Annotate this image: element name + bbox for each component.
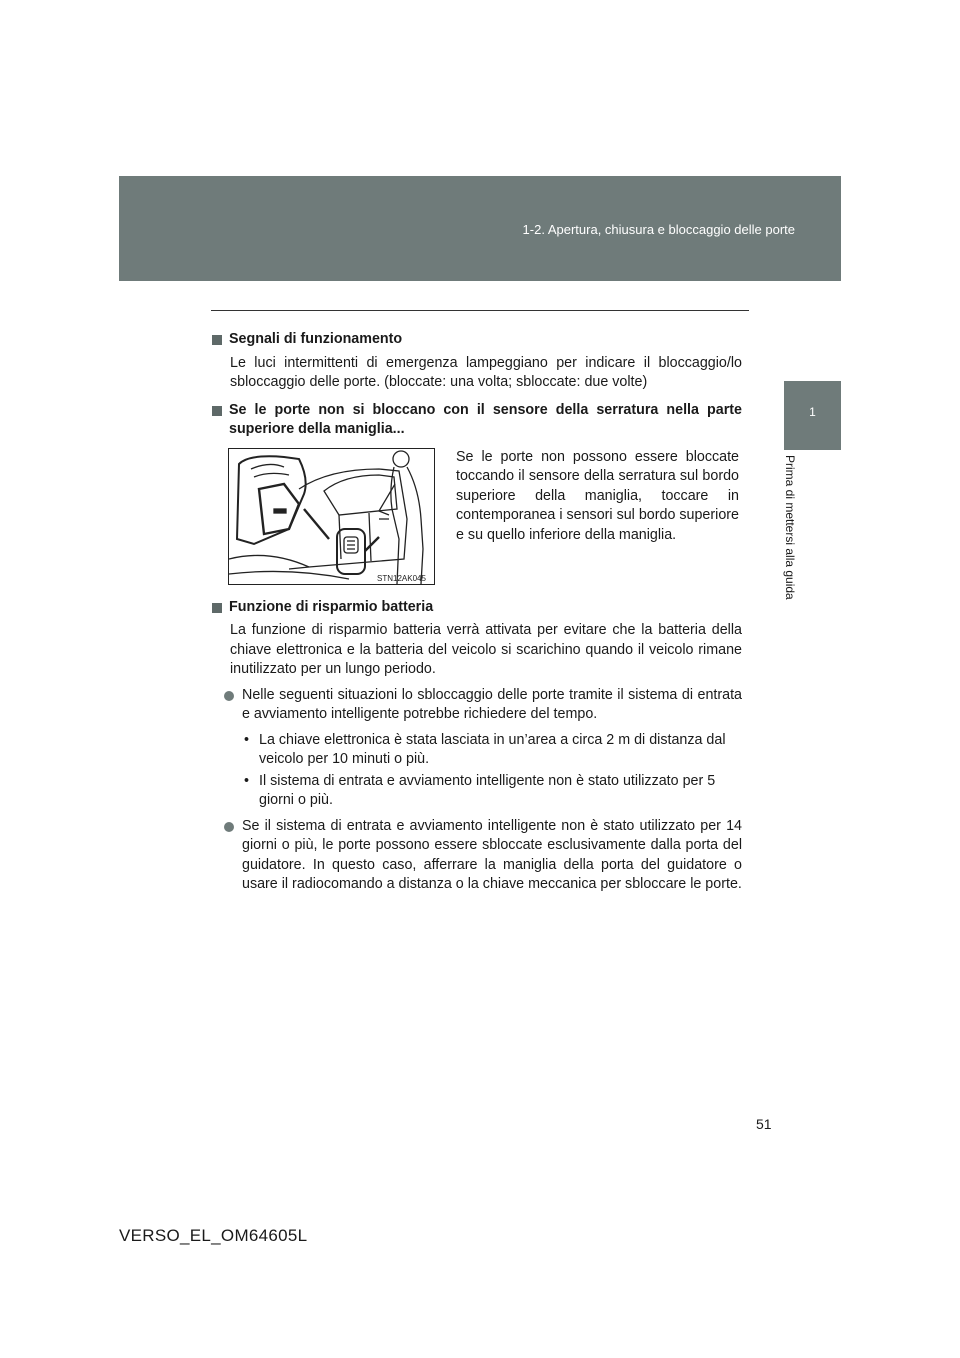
section-title: 1-2. Apertura, chiusura e bloccaggio delle porte <box>522 222 795 237</box>
battery-text: La funzione di risparmio batteria verrà attivata per evitare che la batteria della chiave elettronica e la batteria del veicolo si scarichino quando il veicolo rimane inutilizzato per un lungo periodo. <box>230 622 742 677</box>
chapter-title: Prima di mettersi alla guida <box>783 455 797 600</box>
chapter-number: 1 <box>809 405 816 419</box>
chapter-tab <box>784 381 841 450</box>
car-door-sensor-illustration <box>229 449 434 584</box>
top-rule <box>211 310 749 311</box>
square-bullet-icon <box>212 335 222 345</box>
sub-bullet-item: • Il sistema di entrata e avviamento intelligente non è stato utilizzato per 5 giorni o più. <box>244 772 716 808</box>
figure-caption: Se le porte non possono essere bloccate toccando il sensore della serratura sul bordo superiore della maniglia, toccare in contemporanea i sensori sul bordo superiore e su quello inferiore della maniglia. <box>456 448 739 543</box>
section-heading-signals: Segnali di funzionamento <box>212 330 742 350</box>
figure-row <box>212 448 742 598</box>
round-bullet-icon <box>224 822 234 832</box>
small-bullet-icon: • <box>244 772 250 789</box>
bullet-item: Nelle seguenti situazioni lo sbloccaggio delle porte tramite il sistema di entrata e avviamento intelligente potrebbe richiedere del tempo. <box>212 686 742 725</box>
bullet-item: Se il sistema di entrata e avviamento intelligente non è stato utilizzato per 14 giorni o più, le porte possono essere sbloccate esclusivamente dalla porta del guidatore. In questo caso, afferrare la maniglia della porta del guidatore o usare il radiocomando a distanza o la chiave meccanica per sbloccare le porte. <box>212 817 742 895</box>
main-content <box>212 330 742 895</box>
square-bullet-icon <box>212 603 222 613</box>
section-heading-not-locking: Se le porte non si bloccano con il sensore della serratura nella parte superiore della maniglia... <box>212 401 742 440</box>
sub-bullet-item: • La chiave elettronica è stata lasciata in un’area a circa 2 m di distanza dal veicolo per 10 minuti o più. <box>244 731 726 767</box>
header-band <box>119 176 841 281</box>
small-bullet-icon: • <box>244 731 250 748</box>
square-bullet-icon <box>212 406 222 416</box>
door-handle-illustration <box>228 448 435 585</box>
signals-text: Le luci intermittenti di emergenza lampeggiano per indicare il bloccaggio/lo sbloccaggio delle porte. (bloccate: una volta; sbloccate: due volte) <box>230 354 742 390</box>
chapter-title-vertical <box>779 455 809 645</box>
document-code: VERSO_EL_OM64605L <box>119 1226 308 1245</box>
section-heading-battery: Funzione di risparmio batteria <box>212 598 742 618</box>
page-number: 51 <box>756 1116 772 1132</box>
figure-code: STN12AK045 <box>377 573 426 583</box>
round-bullet-icon <box>224 691 234 701</box>
